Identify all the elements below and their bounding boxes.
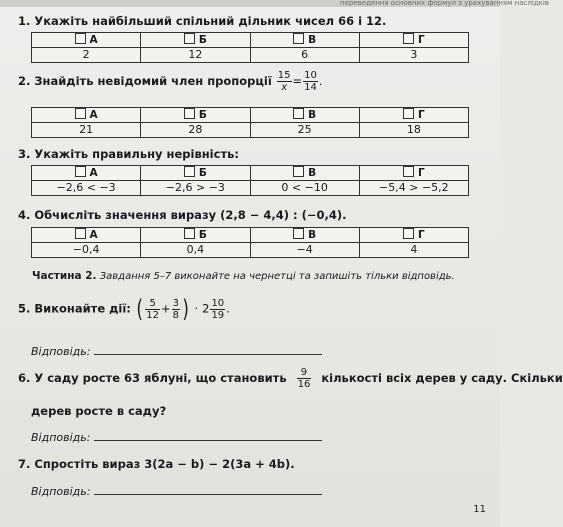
option-d-cell[interactable]: Г [359,33,468,48]
option-a-value: 2 [32,48,141,63]
question-6-line-2: дерев росте в саду? [31,404,167,418]
question-7: 7. Спростіть вираз 3(2a − b) − 2(3a + 4b). [18,457,295,471]
option-c-value: 25 [250,123,359,138]
checkbox[interactable] [293,108,304,119]
option-d-value: 4 [359,243,468,258]
checkbox[interactable] [184,33,195,44]
top-strip: переведення основних формул з урахуванням наслідків [0,0,500,7]
option-a-cell[interactable]: А [32,228,141,243]
question-4-answer-table [31,227,469,258]
option-c-cell[interactable]: В [250,228,359,243]
option-b-cell[interactable]: Б [141,33,250,48]
option-d-cell[interactable]: Г [359,228,468,243]
option-d-cell[interactable]: Г [359,166,468,181]
part-2-heading: Частина 2. Завдання 5–7 виконайте на чернетці та запишіть тільки відповідь. [32,270,455,282]
checkbox[interactable] [75,166,86,177]
fraction: $\frac{5}{12}$ [146,297,160,321]
option-c-cell[interactable]: В [250,33,359,48]
answer-7-line[interactable] [94,485,322,495]
question-1-answer-table [31,32,469,63]
checkbox[interactable] [184,166,195,177]
option-b-cell[interactable]: Б [141,228,250,243]
option-c-value: −4 [250,243,359,258]
option-b-cell[interactable]: Б [141,108,250,123]
option-c-cell[interactable]: В [250,108,359,123]
answer-5-line[interactable] [94,345,322,355]
fraction: $\frac{10}{14}$ [304,70,317,93]
checkbox[interactable] [75,33,86,44]
option-a-cell[interactable]: А [32,108,141,123]
right-paren: ) [182,295,190,323]
checkbox[interactable] [293,228,304,239]
page-number: 11 [473,504,486,515]
option-a-cell[interactable]: А [32,166,141,181]
checkbox[interactable] [184,228,195,239]
left-paren: ( [136,295,143,323]
checkbox[interactable] [75,228,86,239]
answer-6-line[interactable] [94,431,322,441]
checkbox[interactable] [293,166,304,177]
checkbox[interactable] [403,166,414,177]
question-1-title: 1. Укажіть найбільший спільний дільник чисел 66 і 12. [18,14,387,28]
option-d-value: 18 [359,123,468,138]
checkbox[interactable] [403,108,414,119]
fraction: $\frac{3}{8}$ [172,297,180,321]
question-2-answer-table [31,107,469,138]
option-b-value: 28 [141,123,250,138]
option-d-cell[interactable]: Г [359,108,468,123]
option-a-value: −2,6 < −3 [32,181,141,196]
fraction: $\frac{9}{16}$ [297,367,311,390]
question-4-title: 4. Обчисліть значення виразу (2,8 − 4,4) : (−0,4). [18,208,347,222]
fraction: $\frac{10}{19}$ [211,297,225,321]
option-b-cell[interactable]: Б [141,166,250,181]
question-2-title: 2. Знайдіть невідомий член пропорції $\frac{15}{x}$ = $\frac{10}{14}$ . [18,70,323,93]
checkbox[interactable] [403,33,414,44]
option-a-value: 21 [32,123,141,138]
question-5: 5. Виконайте дії: ( $\frac{5}{12}$ + $\frac{3}{8}$ ) · 2 $\frac{10}{19}$ . [18,295,230,323]
option-a-value: −0,4 [32,243,141,258]
option-d-value: 3 [359,48,468,63]
question-6: 6. У саду росте 63 яблуні, що становить $\frac{9}{16}$ кількості всіх дерев у саду. Скільки [18,367,563,390]
option-c-value: 6 [250,48,359,63]
checkbox[interactable] [75,108,86,119]
fraction: $\frac{15}{x}$ [277,70,291,93]
checkbox[interactable] [293,33,304,44]
question-3-answer-table [31,165,469,196]
option-d-value: −5,4 > −5,2 [359,181,468,196]
question-3-title: 3. Укажіть правильну нерівність: [18,147,239,161]
option-b-value: 12 [141,48,250,63]
answer-7: Відповідь: [31,485,322,498]
checkbox[interactable] [403,228,414,239]
answer-6: Відповідь: [31,431,322,444]
option-c-cell[interactable]: В [250,166,359,181]
option-c-value: 0 < −10 [250,181,359,196]
checkbox[interactable] [184,108,195,119]
option-a-cell[interactable]: А [32,33,141,48]
answer-5: Відповідь: [31,345,322,358]
option-b-value: 0,4 [141,243,250,258]
option-b-value: −2,6 > −3 [141,181,250,196]
